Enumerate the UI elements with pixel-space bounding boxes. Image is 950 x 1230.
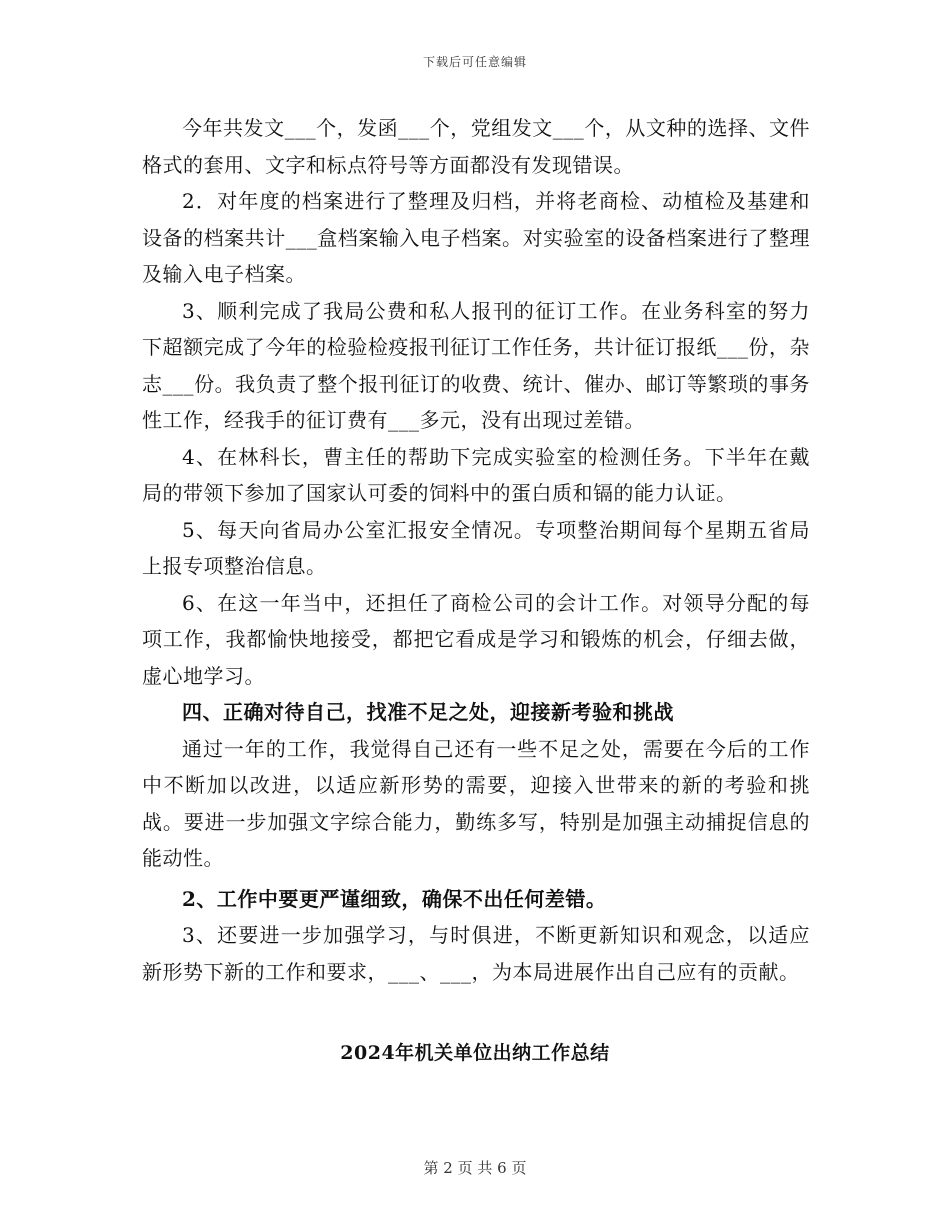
paragraph-shortcomings: 通过一年的工作，我觉得自己还有一些不足之处，需要在今后的工作中不断加以改进，以适应新形势的需要，迎接入世带来的新的考验和挑战。要进一步加强文字综合能力，勤练多写，特别是加强主动捕捉信息的能动性。: [142, 736, 810, 870]
paragraph-accounting: 6、在这一年当中，还担任了商检公司的会计工作。对领导分配的每项工作，我都愉快地接受，都把它看成是学习和锻炼的机会，仔细去做，虚心地学习。: [142, 590, 810, 688]
paragraph-safety-report: 5、每天向省局办公室汇报安全情况。专项整治期间每个星期五省局上报专项整治信息。: [142, 517, 810, 578]
section-heading: 四、正确对待自己，找准不足之处，迎接新考验和挑战: [182, 700, 674, 724]
paragraph-subscriptions: 3、顺利完成了我局公费和私人报刊的征订工作。在业务科室的努力下超额完成了今年的检验检疫报刊征订工作任务，共计征订报纸___份，杂志___份。我负责了整个报刊征订的收费、统计、催办、邮订等繁琐的事务性工作，经我手的征订费有___多元，没有出现过差错。: [142, 298, 810, 432]
paragraph-archives: 2．对年度的档案进行了整理及归档，并将老商检、动植检及基建和设备的档案共计___盒档案输入电子档案。对实验室的设备档案进行了整理及输入电子档案。: [142, 189, 810, 286]
paragraph-learning: 3、还要进一步加强学习，与时俱进，不断更新知识和观念，以适应新形势下新的工作和要求，___、___，为本局进展作出自己应有的贡献。: [142, 923, 810, 984]
page-footer: 第 2 页 共 6 页: [423, 1159, 527, 1177]
next-document-title: 2024年机关单位出纳工作总结: [340, 1042, 610, 1064]
document-body: [142, 110, 810, 990]
paragraph-lab-testing: 4、在林科长，曹主任的帮助下完成实验室的检测任务。下半年在戴局的带领下参加了国家认可委的饲料中的蛋白质和镉的能力认证。: [142, 444, 810, 505]
page-header: 下载后可任意编辑: [422, 55, 527, 69]
bold-item-heading: 2、工作中要更严谨细致，确保不出任何差错。: [182, 886, 607, 911]
paragraph-dispatch-count: 今年共发文___个，发函___个，党组发文___个，从文种的选择、文件格式的套用、文字和标点符号等方面都没有发现错误。: [142, 116, 810, 177]
